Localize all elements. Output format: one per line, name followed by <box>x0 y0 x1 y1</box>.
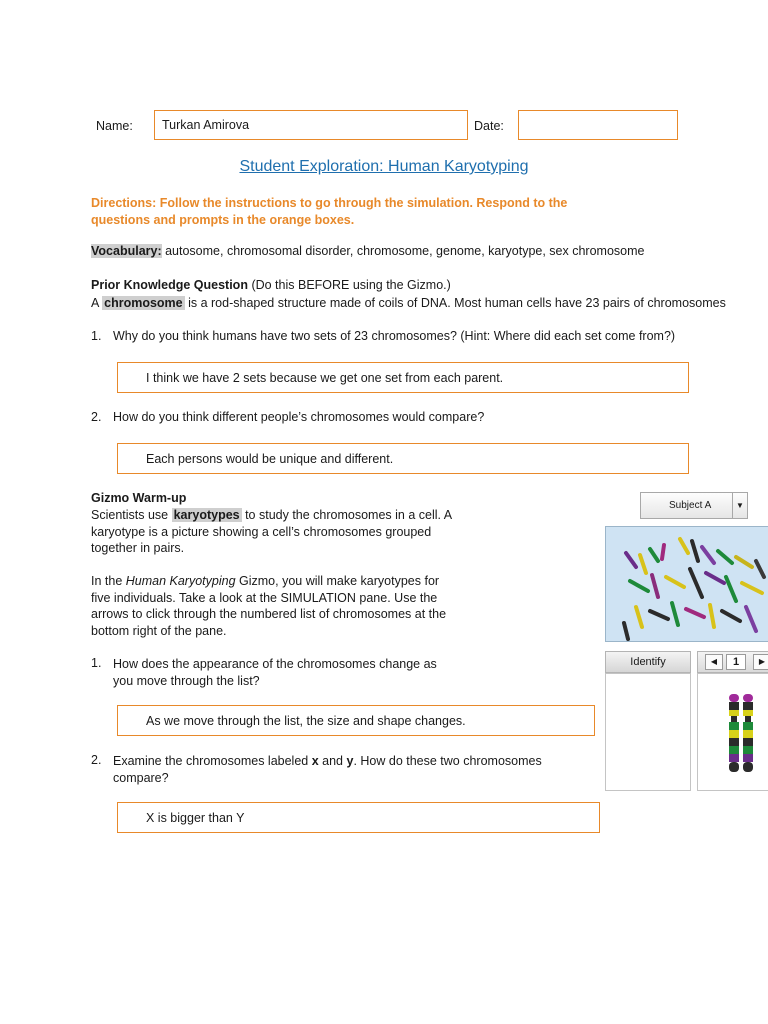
warmup-answer-2-box[interactable] <box>117 802 600 833</box>
date-field[interactable] <box>518 110 678 140</box>
prior-answer-2-box[interactable] <box>117 443 689 474</box>
next-chromosome-button[interactable] <box>753 654 768 670</box>
directions-line-1: Directions: Follow the instructions to go through the simulation. Respond to the <box>91 196 568 210</box>
prior-text-a: A <box>91 296 103 310</box>
warmup-p1-b: to study the chromosomes in a cell. A <box>241 508 453 522</box>
prior-knowledge-note: (Do this BEFORE using the Gizmo.) <box>247 278 451 292</box>
warmup-p2-a: In the <box>91 574 126 588</box>
warmup-question-1 <box>113 656 437 689</box>
prev-chromosome-button[interactable] <box>705 654 723 670</box>
chromosome-left <box>729 694 739 772</box>
vocabulary-label: Vocabulary: <box>91 244 162 258</box>
name-label: Name: <box>96 119 133 133</box>
identify-button[interactable]: Identify <box>605 651 691 673</box>
warmup-p2-line2: five individuals. Take a look at the SIMULATION pane. Use the <box>91 590 438 605</box>
chromosome-list-panel <box>605 673 691 791</box>
vocabulary-terms: autosome, chromosomal disorder, chromosome, genome, karyotype, sex chromosome <box>161 244 645 258</box>
chevron-down-icon: ▼ <box>732 493 747 518</box>
directions-line-2: questions and prompts in the orange boxes. <box>91 213 355 227</box>
warmup-question-2 <box>113 753 542 786</box>
left-triangle-icon: ◀ <box>710 657 718 666</box>
name-field[interactable] <box>154 110 468 140</box>
prior-answer-1: I think we have 2 sets because we get one set from each parent. <box>146 370 504 385</box>
subject-select-value: Subject A <box>669 500 712 511</box>
karyotypes-term: karyotypes <box>173 508 240 522</box>
chromosome-pair-image <box>698 674 768 792</box>
warmup-answer-1-box[interactable] <box>117 705 595 736</box>
prior-knowledge-heading-line <box>91 278 451 292</box>
label-y: y <box>346 754 354 768</box>
chromosome-navigator <box>697 651 768 673</box>
warmup-answer-2: X is bigger than Y <box>146 810 245 825</box>
prior-knowledge-text <box>91 296 768 310</box>
question-number: 2. <box>91 410 102 424</box>
subject-select[interactable] <box>640 492 748 519</box>
question-number: 1. <box>91 329 102 343</box>
warmup-q2-a: Examine the chromosomes labeled <box>113 754 312 768</box>
chromosome-right <box>743 694 753 772</box>
prior-answer-2: Each persons would be unique and different. <box>146 451 394 466</box>
warmup-q2-and: and <box>318 754 347 768</box>
chromosome-term: chromosome <box>104 296 183 310</box>
warmup-paragraph-2 <box>91 573 446 639</box>
warmup-p1-line3: together in pairs. <box>91 541 185 555</box>
warmup-paragraph-1 <box>91 507 452 557</box>
simulation-pane <box>605 526 768 642</box>
question-number: 2. <box>91 753 102 767</box>
prior-text-b: is a rod-shaped structure made of coils of DNA. Most human cells have 23 pairs of chromosomes <box>184 296 726 310</box>
prior-answer-1-box[interactable] <box>117 362 689 393</box>
warmup-q1-line2: you move through the list? <box>113 673 260 688</box>
chromosome-pair-panel <box>697 673 768 791</box>
warmup-p1-line2: karyotype is a picture showing a cell’s chromosomes grouped <box>91 524 432 539</box>
warmup-answer-1: As we move through the list, the size and shape changes. <box>146 713 466 728</box>
gizmo-name: Human Karyotyping <box>125 574 236 588</box>
warmup-p2-b: Gizmo, you will make karyotypes for <box>235 574 440 588</box>
warmup-q2-line2: compare? <box>113 770 169 785</box>
warmup-p2-line3: arrows to click through the numbered list of chromosomes at the <box>91 607 447 621</box>
warmup-p1-a: Scientists use <box>91 508 172 522</box>
prior-knowledge-heading: Prior Knowledge Question <box>91 278 248 292</box>
prior-question-2: How do you think different people’s chromosomes would compare? <box>113 410 485 424</box>
page-title: Student Exploration: Human Karyotyping <box>239 158 529 175</box>
chromosome-spread <box>606 527 768 642</box>
label-x: x <box>311 754 319 768</box>
chromosome-number: 1 <box>726 654 746 670</box>
warmup-q1-line1: How does the appearance of the chromosomes change as <box>113 657 437 671</box>
question-number: 1. <box>91 656 102 670</box>
prior-question-1: Why do you think humans have two sets of 23 chromosomes? (Hint: Where did each set come from?) <box>113 329 676 343</box>
warmup-p2-line4: bottom right of the pane. <box>91 623 227 638</box>
right-triangle-icon: ▶ <box>758 657 766 666</box>
warmup-heading: Gizmo Warm-up <box>91 491 187 505</box>
date-label: Date: <box>474 119 504 133</box>
vocabulary-line <box>91 244 644 258</box>
warmup-q2-b: . How do these two chromosomes <box>353 754 542 768</box>
name-value: Turkan Amirova <box>162 118 250 132</box>
